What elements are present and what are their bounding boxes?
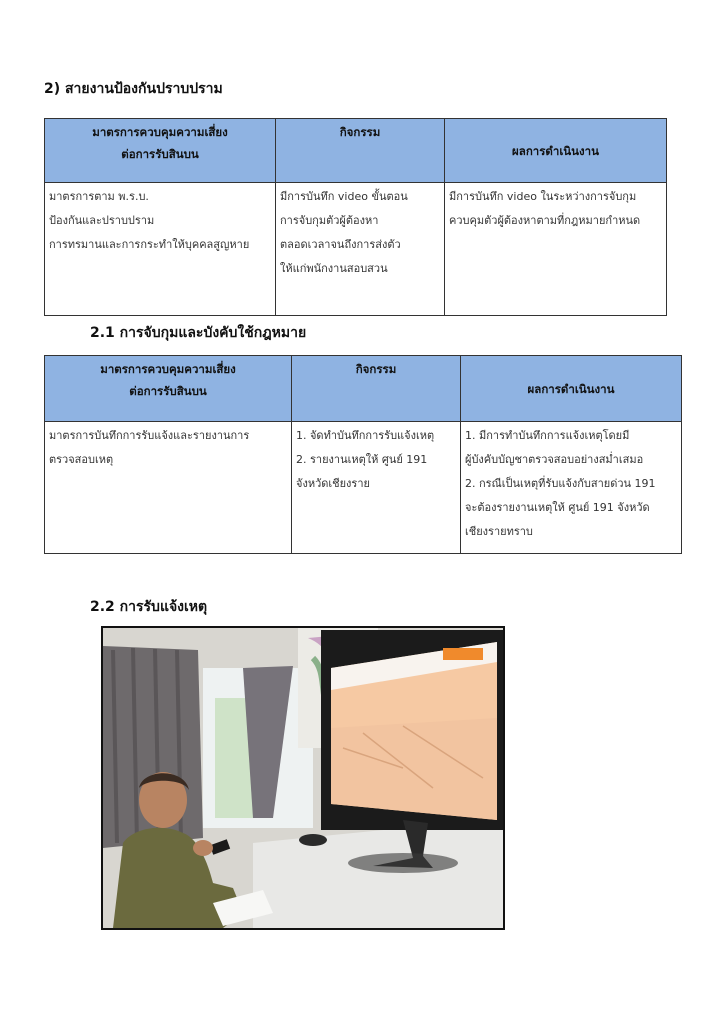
- table-header-measures: มาตรการควบคุมความเสี่ยง ต่อการรับสินบน: [45, 356, 292, 422]
- table-header-activity: กิจกรรม: [276, 119, 445, 183]
- section-2-heading: 2) สายงานป้องกันปราบปราม: [44, 81, 223, 97]
- table-cell-result: มีการบันทึก video ในระหว่างการจับกุม ควบคุมตัวผู้ต้องหาตามที่กฎหมายกำหนด: [445, 183, 667, 316]
- table-cell-activity: มีการบันทึก video ขั้นตอน การจับกุมตัวผู้ต้องหา ตลอดเวลาจนถึงการส่งตัว ให้แก่พนักงานสอบสวน: [276, 183, 445, 316]
- table-header-activity: กิจกรรม: [292, 356, 461, 422]
- photo-illustration: [103, 628, 503, 928]
- table-header-results: ผลการดำเนินงาน: [445, 119, 667, 183]
- table-header-measures: มาตรการควบคุมความเสี่ยง ต่อการรับสินบน: [45, 119, 276, 183]
- section-2-2-heading: 2.2 การรับแจ้งเหตุ: [90, 599, 208, 615]
- table-cell-measure: มาตรการบันทึกการรับแจ้งและรายงานการ ตรวจสอบเหตุ: [45, 422, 292, 554]
- photo-officer-at-computer: [101, 626, 505, 930]
- table-cell-measure: มาตรการตาม พ.ร.บ. ป้องกันและปราบปราม การทรมานและการกระทำให้บุคคลสูญหาย: [45, 183, 276, 316]
- table-prevention: [44, 118, 667, 316]
- table-cell-activity: 1. จัดทำบันทึกการรับแจ้งเหตุ 2. รายงานเหตุให้ ศูนย์ 191 จังหวัดเชียงราย: [292, 422, 461, 554]
- section-2-1-heading: 2.1 การจับกุมและบังคับใช้กฎหมาย: [90, 325, 307, 341]
- table-arrest: [44, 355, 682, 554]
- table-cell-result: 1. มีการทำบันทึกการแจ้งเหตุโดยมี ผู้บังคับบัญชาตรวจสอบอย่างสม่ำเสมอ 2. กรณีเป็นเหตุที่รับแจ้งกับสายด่วน 191 จะต้องรายงานเหตุให้ ศูนย์ 191 จังหวัด เชียงรายทราบ: [461, 422, 682, 554]
- table-header-results: ผลการดำเนินงาน: [461, 356, 682, 422]
